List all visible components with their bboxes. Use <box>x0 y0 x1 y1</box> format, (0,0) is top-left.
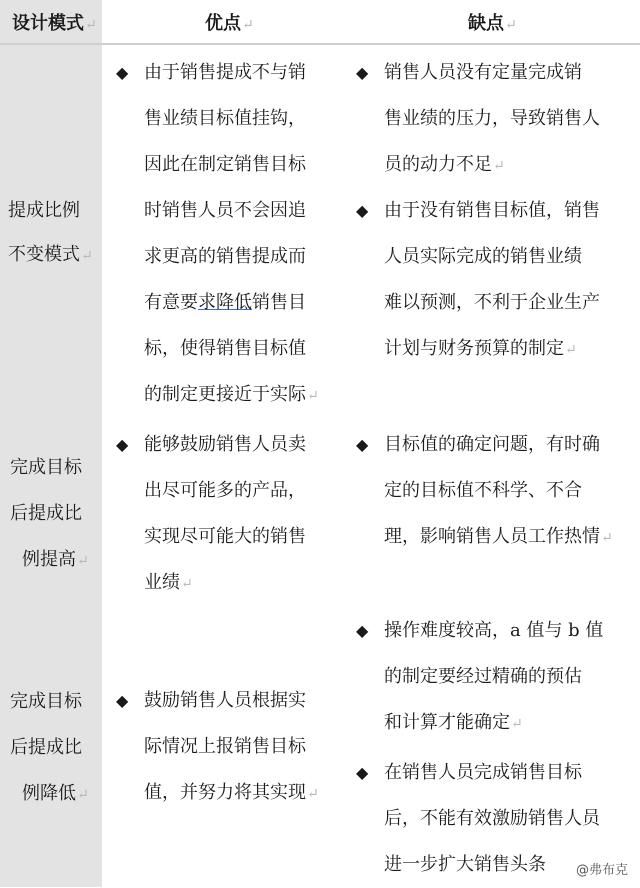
bullet-text: 在销售人员完成销售目标 后，不能有效激励销售人员 进一步扩大销售头条 <box>384 762 600 875</box>
diamond-bullet-icon: ◆ <box>356 763 369 782</box>
mode-cell-increase: 完成目标 后提成比 例提高↵ <box>10 457 89 570</box>
spellcheck-underline: 求降低 <box>198 292 252 313</box>
header-mode: 设计模式↵ <box>12 13 97 34</box>
diamond-bullet-icon: ◆ <box>116 691 129 710</box>
bullet-text: 由于销售提成不与销 售业绩目标值挂钩， 因此在制定销售目标 时销售人员不会因追 求更高的销售提成而 有意要求降低销售目 标，使得销售目标值 的制定更接近于实际↵ <box>144 50 348 418</box>
diamond-bullet-icon: ◆ <box>356 201 369 220</box>
bullet-text: 目标值的确定问题，有时确 定的目标值不科学、不合 理，影响销售人员工作热情↵ <box>384 434 613 547</box>
bullet-text: 操作难度较高，a 值与 b 值 的制定要经过精确的预估 和计算才能确定↵ <box>384 620 604 733</box>
underlined-text: 有意要求降低销售目 <box>144 292 306 313</box>
mode-line: 不变模式↵ <box>8 244 93 265</box>
mode-cell-decrease: 完成目标 后提成比 例降低↵ <box>10 691 89 804</box>
diamond-bullet-icon: ◆ <box>356 63 369 82</box>
underlined-line <box>144 280 348 326</box>
header-divider <box>0 43 640 45</box>
header-cons: 缺点↵ <box>468 13 517 34</box>
bullet-text: 销售人员没有定量完成销 售业绩的压力，导致销售人 员的动力不足↵ <box>384 62 600 175</box>
mode-cell-constant <box>8 197 100 270</box>
diamond-bullet-icon: ◆ <box>116 435 129 454</box>
bullet-text: 能够鼓励销售人员卖 出尽可能多的产品， 实现尽可能大的销售 业绩↵ <box>144 434 306 593</box>
header-pros: 优点↵ <box>205 13 254 34</box>
diamond-bullet-icon: ◆ <box>116 63 129 82</box>
diamond-bullet-icon: ◆ <box>356 621 369 640</box>
bullet-text: 由于没有销售目标值，销售 人员实际完成的销售业绩 难以预测，不利于企业生产 计划与财务预算的制定↵ <box>384 200 600 359</box>
diamond-bullet-icon: ◆ <box>356 435 369 454</box>
bullet-text: 鼓励销售人员根据实 际情况上报销售目标 值，并努力将其实现↵ <box>144 690 319 803</box>
watermark: @弗布克 <box>572 858 632 879</box>
mode-line: 提成比例 <box>8 200 80 221</box>
